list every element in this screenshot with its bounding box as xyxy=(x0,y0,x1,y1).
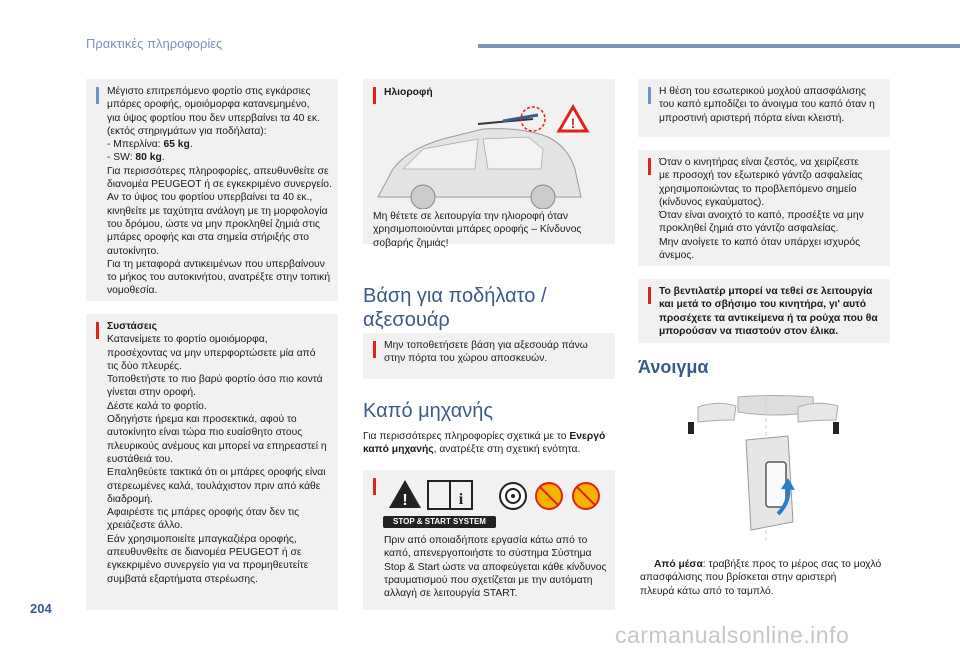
warning-box-stop-start xyxy=(363,470,615,610)
warning-marker xyxy=(648,158,651,175)
warning-box-sunroof xyxy=(363,79,615,249)
warning-box-fan xyxy=(638,279,890,343)
opening-heading: Άνοιγμα xyxy=(638,357,709,377)
fan-warning-text: Το βεντιλατέρ μπορεί να τεθεί σε λειτουργία και μετά το σβήσιμο του κινητήρα, γι' αυτό προσέχετε τα αντικείμενα ή τα ρούχα που θα μπορούσαν να πιαστούν στον έλικα. xyxy=(659,286,878,337)
lever-marker-left xyxy=(688,422,694,434)
svg-text:i: i xyxy=(458,491,464,508)
max-load-details: Για περισσότερες πληροφορίες, απευθυνθείτε σε διανομέα PEUGEOT ή σε εγκεκριμένο συνεργείο. Αν το ύψος του φορτίου υπερβαίνει τα 40 εκ., κινηθείτε με ταχύτητα ανάλογη με τη μορφολογία του δρόμου, ώστε να μην προκληθεί ζημιά στις μπάρες οροφής και στα σημεία στήριξής στο αυτοκίνητο. Για τη μεταφορά αντικειμένων που υπερβαίνουν το μήκος του αυτοκινήτου, ανατρέξτε στην τοπική νομοθεσία. xyxy=(107,165,332,297)
lever-marker-right xyxy=(833,422,839,434)
warning-marker xyxy=(648,287,651,304)
info-marker xyxy=(648,87,651,104)
bonnet-release-illustration xyxy=(638,392,890,542)
warning-marker xyxy=(373,341,376,358)
active-bonnet-link[interactable]: Ενεργό καπό μηχανής xyxy=(363,431,606,456)
max-load-intro: Μέγιστο επιτρεπόμενο φορτίο στις εγκάρσιες μπάρες οροφής, ομοιόμορφα κατανεμημένο, για ύψος φορτίου που δεν υπερβαίνει τα 40 εκ. (εκτός στηριγμάτων για ποδήλατα): xyxy=(107,86,320,137)
page-number: 204 xyxy=(30,601,52,616)
info-box-content xyxy=(107,85,335,298)
recommendations-text: Κατανείμετε το φορτίο ομοιόμορφα, προσέχοντας να μην υπερφορτώσετε μία από τις δύο πλευρές. Τοποθετήστε το πιο βαρύ φορτίο όσο πιο κοντά γίνεται στην οροφή. Δέστε καλά το φορτίο. Οδηγήστε ήρεμα και προσεκτικά, αφού το αυτοκίνητο είναι τώρα πιο ευαίσθητο στους πλευρικούς ανέμους και μπορεί να επηρεαστεί η ευστάθειά του. Επαληθεύετε τακτικά ότι οι μπάρες οροφής είναι στερεωμένες καλά, τουλάχιστον πριν από κάθε διαδρομή. Αφαιρέστε τις μπάρες οροφής όταν δεν τις χρειάζεστε άλλο. Εάν χρησιμοποιείτε μπαγκαζιέρα οροφής, απευθυνθείτε σε διανομέα PEUGEOT ή σε εγκεκριμένο συνεργείο για να προμηθευτείτε συμβατά εξαρτήματα στερέωσης. xyxy=(107,334,327,585)
svg-text:!: ! xyxy=(570,115,576,131)
warning-box-recommendations xyxy=(86,314,338,610)
sunroof-title: Ηλιοροφή xyxy=(384,87,433,98)
warning-marker xyxy=(373,478,376,495)
bonnet-lever-info: Η θέση του εσωτερικού μοχλού απασφάλισης του καπό εμποδίζει το άνοιγμα του καπό όταν η μπροστινή αριστερή πόρτα είναι κλειστή. xyxy=(659,86,875,124)
warning-box-hot-engine xyxy=(638,150,890,266)
car-sunroof-illustration xyxy=(363,99,615,209)
header-rule xyxy=(478,44,960,48)
warning-box-content xyxy=(107,320,335,586)
warning-marker xyxy=(96,322,99,339)
limit-sedan: - Μπερλίνα: 65 kg. xyxy=(107,139,193,151)
opening-step: Από μέσα: τραβήξτε προς το μέρος σας το μοχλό απασφάλισης που βρίσκεται στην αριστερή πλευρά κάτω από το ταμπλό. xyxy=(640,559,882,597)
stop-start-badge: STOP & START SYSTEM xyxy=(383,516,496,528)
info-box-roof-bars xyxy=(86,79,338,301)
bike-rack-heading: Βάση για ποδήλατο / αξεσουάρ xyxy=(363,285,547,331)
sunroof-text: Μη θέτετε σε λειτουργία την ηλιοροφή όταν χρησιμοποιούνται μπάρες οροφής – Κίνδυνος σοβαρής ζημιάς! xyxy=(373,211,582,249)
warning-box-bike-rack xyxy=(363,333,615,379)
bonnet-intro: Για περισσότερες πληροφορίες σχετικά με το Ενεργό καπό μηχανής, ανατρέξτε στη σχετική ενότητα. xyxy=(363,431,606,456)
watermark: carmanualsonline.info xyxy=(615,622,850,648)
info-marker xyxy=(96,87,99,104)
svg-text:!: ! xyxy=(402,492,408,509)
page-header-title: Πρακτικές πληροφορίες xyxy=(86,36,223,51)
hot-engine-text: Όταν ο κινητήρας είναι ζεστός, να χειρίζεστε με προσοχή τον εξωτερικό γάντζο ασφαλείας χρησιμοποιώντας το προβλεπόμενο σημείο (κίνδυνος εγκαύματος). Όταν είναι ανοιχτό το καπό, προσέξτε να μην προκληθεί ζημιά στο γάντζο ασφαλείας. Μην ανοίγετε το καπό όταν υπάρχει ισχυρός άνεμος. xyxy=(659,157,864,262)
bike-rack-text: Μην τοποθετήσετε βάση για αξεσουάρ πάνω στην πόρτα του χώρου αποσκευών. xyxy=(384,340,588,365)
release-lever-icon xyxy=(766,462,786,507)
bonnet-heading: Καπό μηχανής xyxy=(363,400,494,422)
recommendations-title: Συστάσεις xyxy=(107,321,158,332)
stop-start-text: Πριν από οποιαδήποτε εργασία κάτω από το καπό, απενεργοποιήστε το σύστημα Σύστημα Stop & Start ώστε να αποφεύγεται κάθε κίνδυνος τραυματισμού που σχετίζεται με την αυτόματη αλλαγή σε λειτουργία START. xyxy=(384,535,607,600)
info-box-bonnet-lever xyxy=(638,79,890,137)
limit-sw: - SW: 80 kg. xyxy=(107,152,165,164)
